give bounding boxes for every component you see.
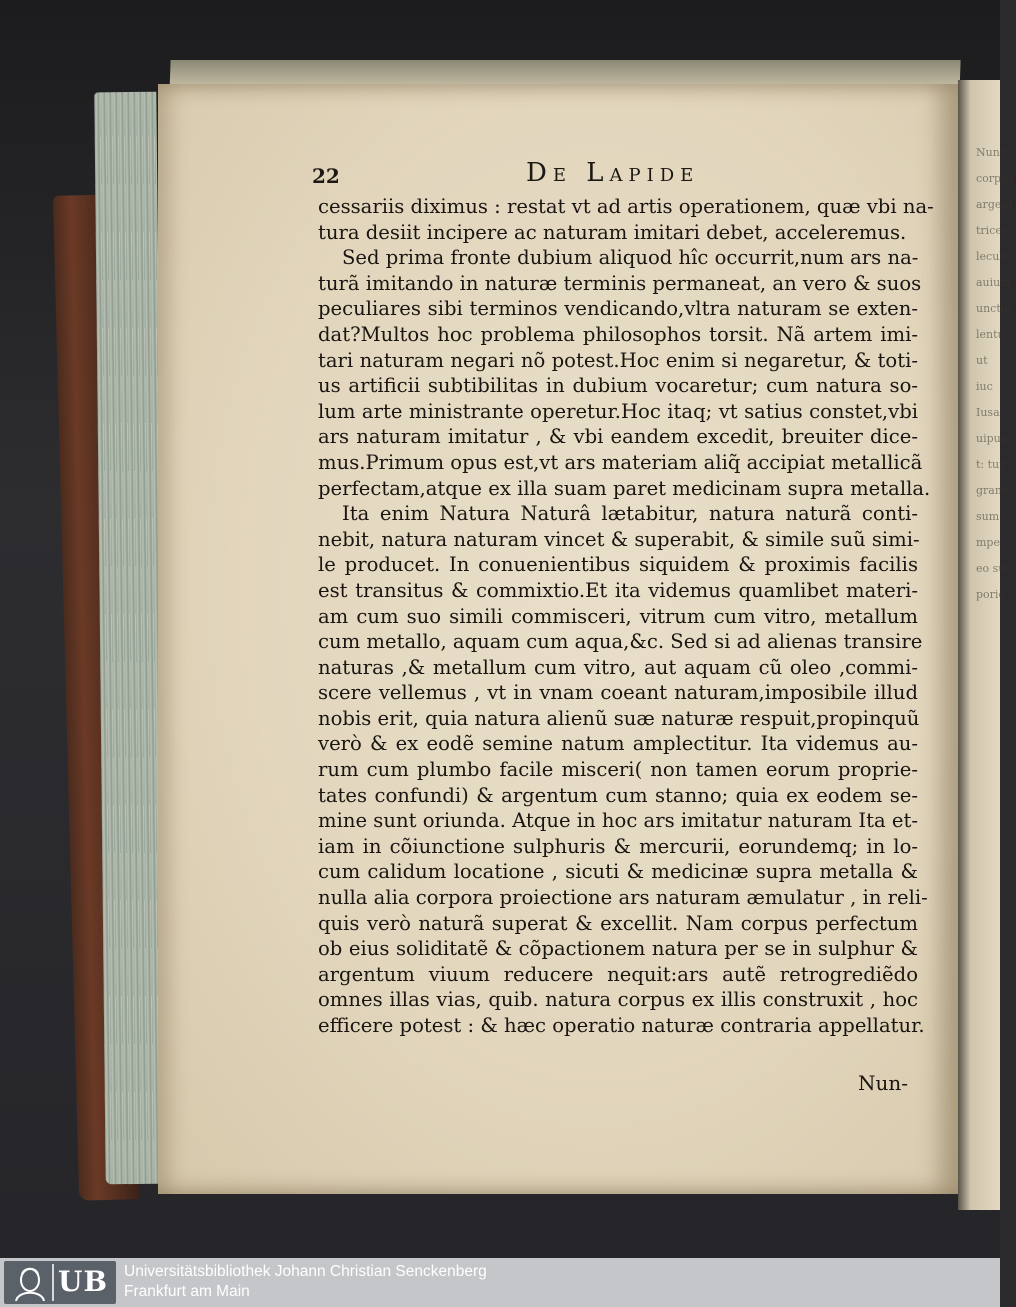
text-line: turã imitando in naturæ terminis permaneat, an vero & suos <box>318 271 922 295</box>
facing-page-fragment: sum <box>976 510 1000 523</box>
facing-page-fragment: argent <box>976 198 1013 211</box>
facing-page-fragment: eo sul <box>976 562 1009 575</box>
text-line: lum arte ministrante operetur.Hoc itaq; vt satius constet,vbi <box>318 399 918 423</box>
portrait-icon <box>8 1264 54 1301</box>
page-header <box>312 158 912 192</box>
library-footer <box>0 1258 1000 1307</box>
facing-page-fragment: leculi <box>976 250 1007 263</box>
text-line: nobis erit, quia natura alienũ suæ naturæ respuit,propinquũ <box>318 706 920 730</box>
facing-page-fragment: ut <box>976 354 988 367</box>
facing-page-fragment: iuc <box>976 380 993 393</box>
catchword: Nun- <box>858 1071 909 1095</box>
text-line: argentum viuum reducere nequit:ars autẽ retrogrediẽdo <box>318 962 918 986</box>
text-line: dat?Multos hoc problema philosophos torsit. Nã artem imi- <box>318 322 918 346</box>
facing-page-fragment: uipua <box>976 432 1008 445</box>
text-line: tura desiit incipere ac naturam imitari debet, acceleremus. <box>318 220 907 244</box>
text-line: Sed prima fronte dubium aliquod hîc occurrit,num ars na- <box>342 246 919 270</box>
text-line: us artificii subtibilitas in dubium vocaretur; cum natura so- <box>318 374 918 398</box>
text-line: quis verò naturã superat & excellit. Nam corpus perfectum <box>318 911 918 935</box>
text-line: est transitus & commixtio.Et ita videmus quamlibet materi- <box>318 578 918 602</box>
text-line: nulla alia corpora proiectione ars naturam æmulatur , in reli- <box>318 886 928 910</box>
facing-page-fragment: porio <box>976 588 1006 601</box>
text-line: scere vellemus , vt in vnam coeant naturam,imposibile illud <box>318 681 918 705</box>
text-line: rum cum plumbo facile misceri( non tamen eorum proprie- <box>318 758 918 782</box>
facing-page-fragment: auium <box>976 276 1011 289</box>
text-line: am cum suo simili commisceri, vitrum cum vitro, metallum <box>318 604 918 628</box>
facing-page-text <box>976 140 1016 608</box>
library-name-line1: Universitätsbibliothek Johann Christian Senckenberg <box>124 1263 487 1280</box>
facing-page-fragment: corpus <box>976 172 1014 185</box>
facing-page-fragment: Nunq <box>976 146 1007 159</box>
text-line: verò & ex eodẽ semine natum amplectitur. Ita videmus au- <box>318 732 918 756</box>
text-line: iam in cõiunctione sulphuris & mercurii, eorundemq; in lo- <box>318 834 918 858</box>
page-block-edges <box>94 92 167 1185</box>
text-line: efficere potest : & hæc operatio naturæ contraria appellatur. <box>318 1014 925 1037</box>
text-line: tates confundi) & argentum cum stanno; quia ex eodem se- <box>318 783 918 807</box>
text-line: le producet. In conuenientibus siquidem & proximis facilis <box>318 553 918 577</box>
facing-page-fragment: Iusa <box>976 406 1000 419</box>
facing-page-strip <box>958 80 1014 1210</box>
running-title: De Lapide <box>526 158 700 188</box>
facing-page-fragment: lentu <box>976 328 1005 341</box>
facing-page-fragment: mpe <box>976 536 1000 549</box>
text-line: mus.Primum opus est,vt ars materiam aliq̃ accipiat metallicã <box>318 450 923 474</box>
body-text <box>318 194 934 1039</box>
text-line: omnes illas vias, quib. natura corpus ex illis construxit , hoc <box>318 988 918 1012</box>
text-line: nebit, natura naturam vincet & superabit, & simile suũ simi- <box>318 527 920 551</box>
text-line: cessariis diximus : restat vt ad artis operationem, quæ vbi na- <box>318 195 934 218</box>
text-line: mine sunt oriunda. Atque in hoc ars imitatur naturam Ita et- <box>318 809 918 833</box>
text-line: naturas ,& metallum cum vitro, aut aquam cũ oleo ,commi- <box>318 655 918 679</box>
facing-page-fragment: unctio <box>976 302 1011 315</box>
logo-text: UB <box>58 1265 109 1298</box>
text-line: tari naturam negari nõ potest.Hoc enim si negaretur, & toti- <box>318 348 918 372</box>
text-line: peculiares sibi terminos vendicando,vltra naturam se exten- <box>318 297 918 321</box>
text-line: ars naturam imitatur , & vbi eandem excedit, breuiter dice- <box>318 425 918 449</box>
library-name-line2: Frankfurt am Main <box>124 1283 250 1300</box>
facing-page-fragment: t: tur <box>976 458 1005 471</box>
text-line: ob eius soliditatẽ & cõpactionem natura per se in sulphur & <box>318 937 918 961</box>
text-line: cum calidum locatione , sicuti & medicinæ supra metalla & <box>318 860 918 884</box>
page-number: 22 <box>312 164 340 188</box>
library-name <box>124 1262 487 1302</box>
text-line: Ita enim Natura Naturâ lætabitur, natura naturã conti- <box>342 502 918 526</box>
text-line: perfectam,atque ex illa suam paret medicinam supra metalla. <box>318 476 931 500</box>
library-logo <box>4 1261 116 1304</box>
facing-page-fragment: grand <box>976 484 1009 497</box>
text-line: cum metallo, aquam cum aqua,&c. Sed si ad alienas transire <box>318 630 923 654</box>
facing-page-fragment: tricer <box>976 224 1008 237</box>
